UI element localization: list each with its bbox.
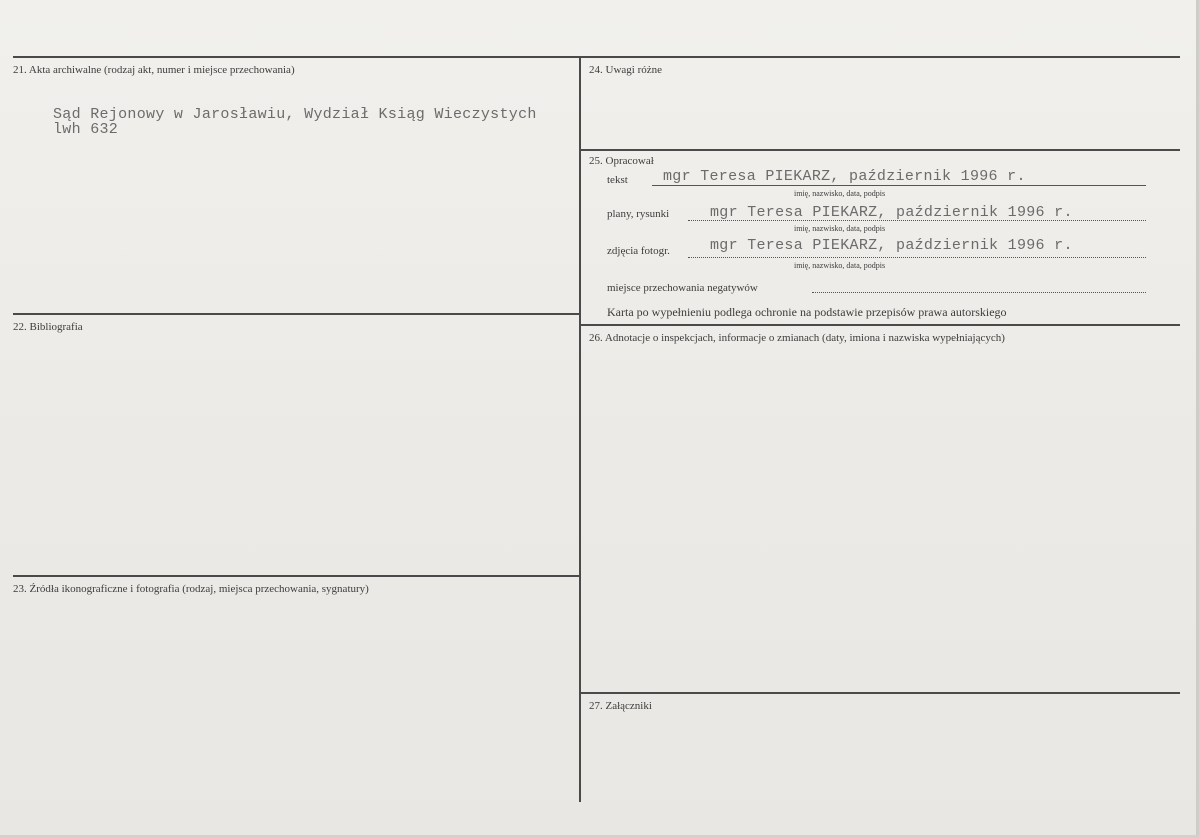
tekst-value: mgr Teresa PIEKARZ, październik 1996 r. <box>663 168 1026 185</box>
section-26-label: 26. Adnotacje o inspekcjach, informacje o zmianach (daty, imiona i nazwiska wypełniających) <box>589 332 1005 344</box>
archive-record-line2: lwh 632 <box>53 121 119 138</box>
plany-label: plany, rysunki <box>607 208 670 220</box>
tekst-hint: imię, nazwisko, data, podpis <box>794 189 886 198</box>
zdjecia-value: mgr Teresa PIEKARZ, październik 1996 r. <box>710 237 1073 254</box>
copyright-note: Karta po wypełnieniu podlega ochronie na podstawie przepisów prawa autorskiego <box>607 305 1007 319</box>
plany-underline <box>688 220 1146 221</box>
section-22-label: 22. Bibliografia <box>13 321 83 333</box>
rule-23 <box>13 575 579 577</box>
negatywy-label: miejsce przechowania negatywów <box>607 282 758 294</box>
plany-hint: imię, nazwisko, data, podpis <box>794 224 886 233</box>
tekst-underline <box>652 185 1146 186</box>
section-24-label: 24. Uwagi różne <box>589 64 663 76</box>
rule-25 <box>581 149 1180 151</box>
plany-value: mgr Teresa PIEKARZ, październik 1996 r. <box>710 204 1073 221</box>
tekst-label: tekst <box>607 174 628 186</box>
section-25-label: 25. Opracował <box>589 155 654 167</box>
section-21-label: 21. Akta archiwalne (rodzaj akt, numer i miejsce przechowania) <box>13 64 295 76</box>
rule-22 <box>13 313 579 315</box>
zdjecia-label: zdjęcia fotogr. <box>607 245 670 257</box>
rule-27 <box>581 692 1180 694</box>
center-divider <box>579 57 581 802</box>
archive-record-line1: Sąd Rejonowy w Jarosławiu, Wydział Ksiąg Wieczystych <box>53 106 537 123</box>
section-23-label: 23. Źródła ikonograficzne i fotografia (rodzaj, miejsca przechowania, sygnatury) <box>13 583 369 595</box>
zdjecia-underline <box>688 257 1146 258</box>
rule-26 <box>581 324 1180 326</box>
zdjecia-hint: imię, nazwisko, data, podpis <box>794 261 886 270</box>
section-27-label: 27. Załączniki <box>589 700 652 712</box>
top-rule <box>13 56 1180 58</box>
negatywy-underline <box>812 292 1146 293</box>
